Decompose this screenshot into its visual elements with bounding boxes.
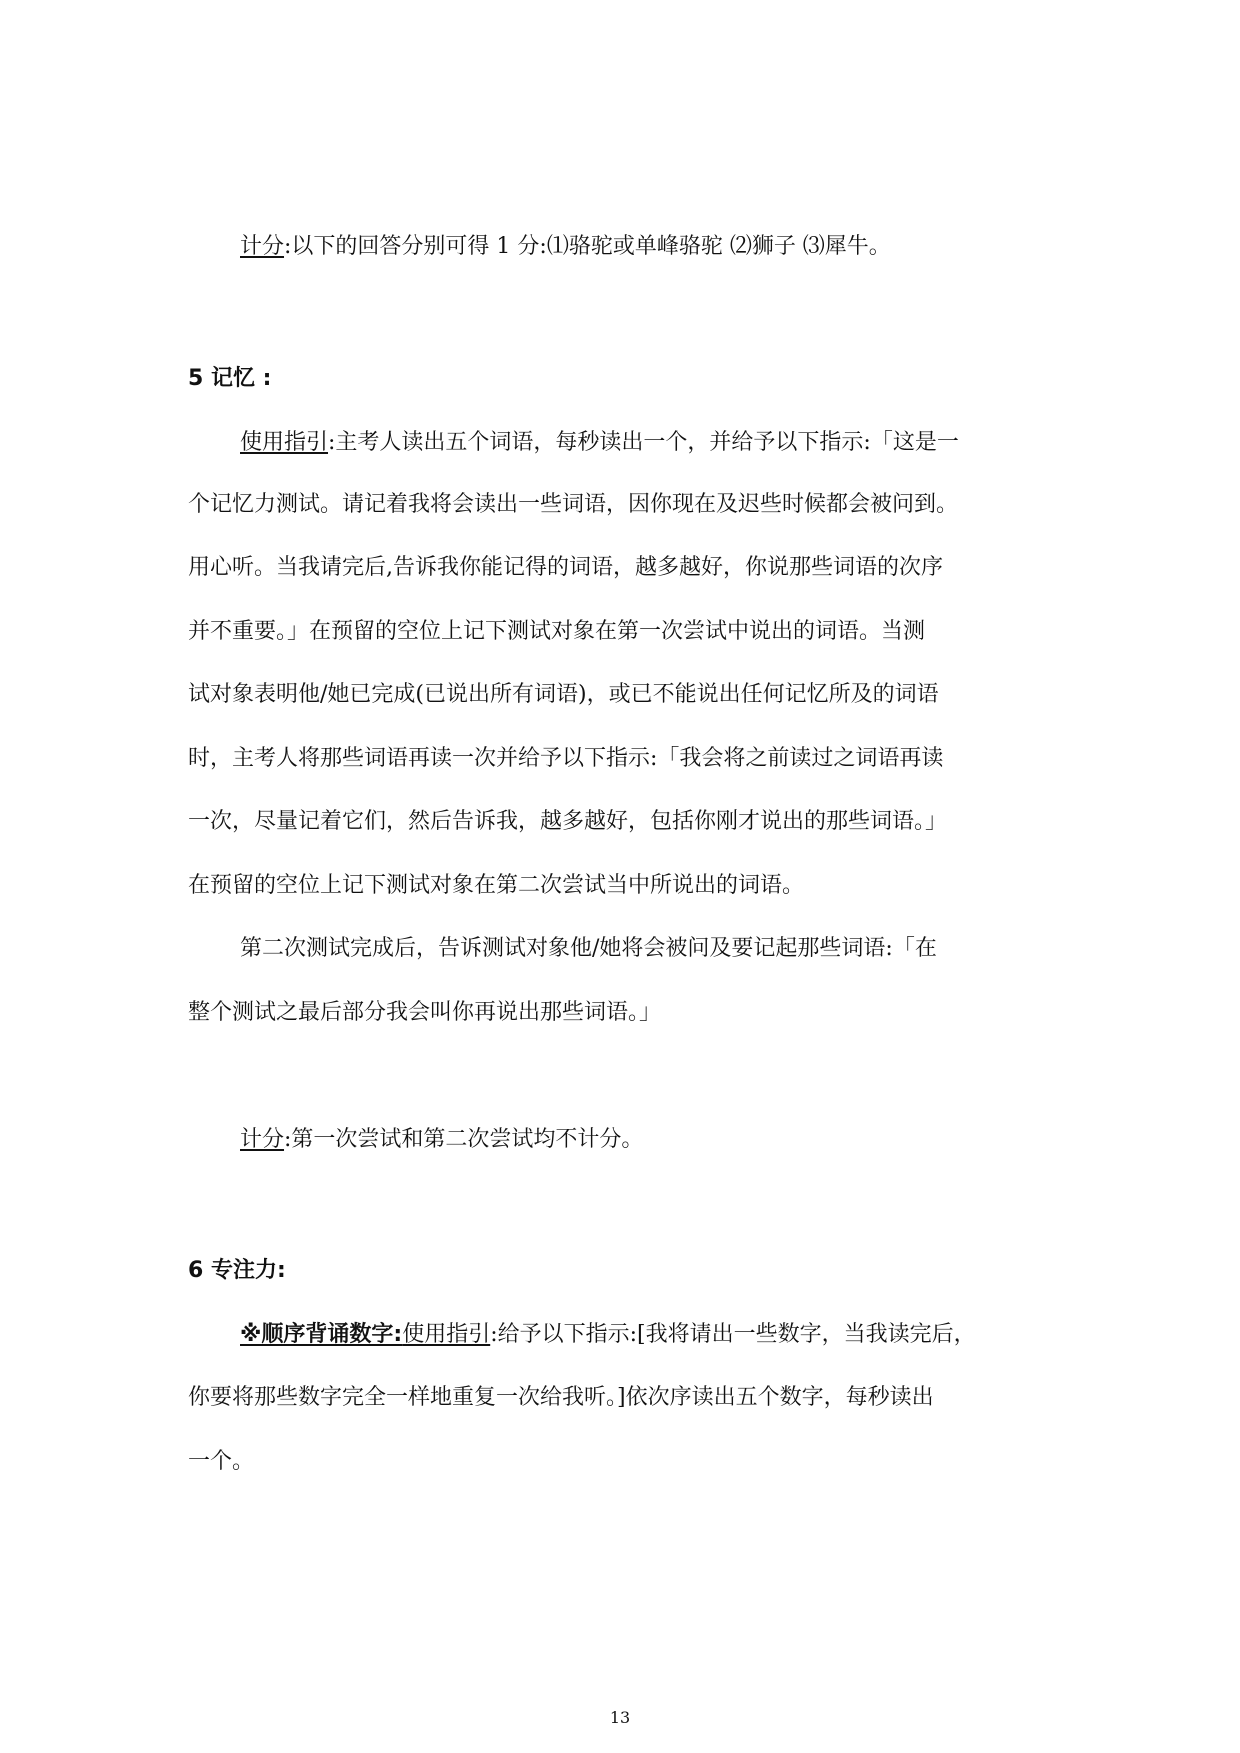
score-text: :以下的回答分别可得 1 分:⑴骆驼或单峰骆驼 ⑵狮子 ⑶犀牛。	[284, 234, 891, 259]
instruction-label: 使用指引	[240, 430, 329, 455]
section6-heading: 6 专注力:	[188, 1258, 286, 1283]
paragraph-text: :给予以下指示:[我将请出一些数字，当我读完后，	[490, 1322, 976, 1347]
paragraph-line: 一次，尽量记着它们，然后告诉我，越多越好，包括你刚才说出的那些词语。」	[188, 809, 948, 834]
paragraph-line: 用心听。当我请完后,告诉我你能记得的词语，越多越好，你说那些词语的次序	[188, 555, 943, 580]
paragraph-text: :主考人读出五个词语，每秒读出一个，并给予以下指示:「这是一	[328, 430, 959, 455]
section6-instruction-line	[240, 1320, 976, 1350]
paragraph-line: 并不重要。」在预留的空位上记下测试对象在第一次尝试中说出的词语。当测	[188, 619, 926, 644]
score-label: 计分	[240, 234, 285, 259]
score-label: 计分	[240, 1127, 285, 1152]
section5-score-line	[240, 1125, 643, 1155]
subsection-label: ※顺序背诵数字:	[240, 1322, 403, 1347]
section4-score-line	[240, 232, 891, 262]
instruction-label: 使用指引	[402, 1322, 491, 1347]
paragraph-line: 一个。	[188, 1449, 255, 1474]
section5-heading: 5 记忆 :	[188, 366, 272, 391]
paragraph-line: 第二次测试完成后，告诉测试对象他/她将会被问及要记起那些词语:「在	[240, 936, 937, 961]
page-number: 13	[609, 1708, 631, 1727]
paragraph-line: 个记忆力测试。请记着我将会读出一些词语，因你现在及迟些时候都会被问到。	[188, 492, 959, 517]
paragraph-line: 时，主考人将那些词语再读一次并给予以下指示:「我会将之前读过之词语再读	[188, 746, 944, 771]
paragraph-line: 你要将那些数字完全一样地重复一次给我听。]依次序读出五个数字，每秒读出	[188, 1385, 934, 1410]
paragraph-line: 试对象表明他/她已完成(已说出所有词语)，或已不能说出任何记忆所及的词语	[188, 682, 939, 707]
section5-para1-line	[240, 428, 959, 458]
paragraph-line: 在预留的空位上记下测试对象在第二次尝试当中所说出的词语。	[188, 873, 805, 898]
paragraph-line: 整个测试之最后部分我会叫你再说出那些词语。」	[188, 1000, 662, 1025]
score-text: :第一次尝试和第二次尝试均不计分。	[284, 1127, 644, 1152]
